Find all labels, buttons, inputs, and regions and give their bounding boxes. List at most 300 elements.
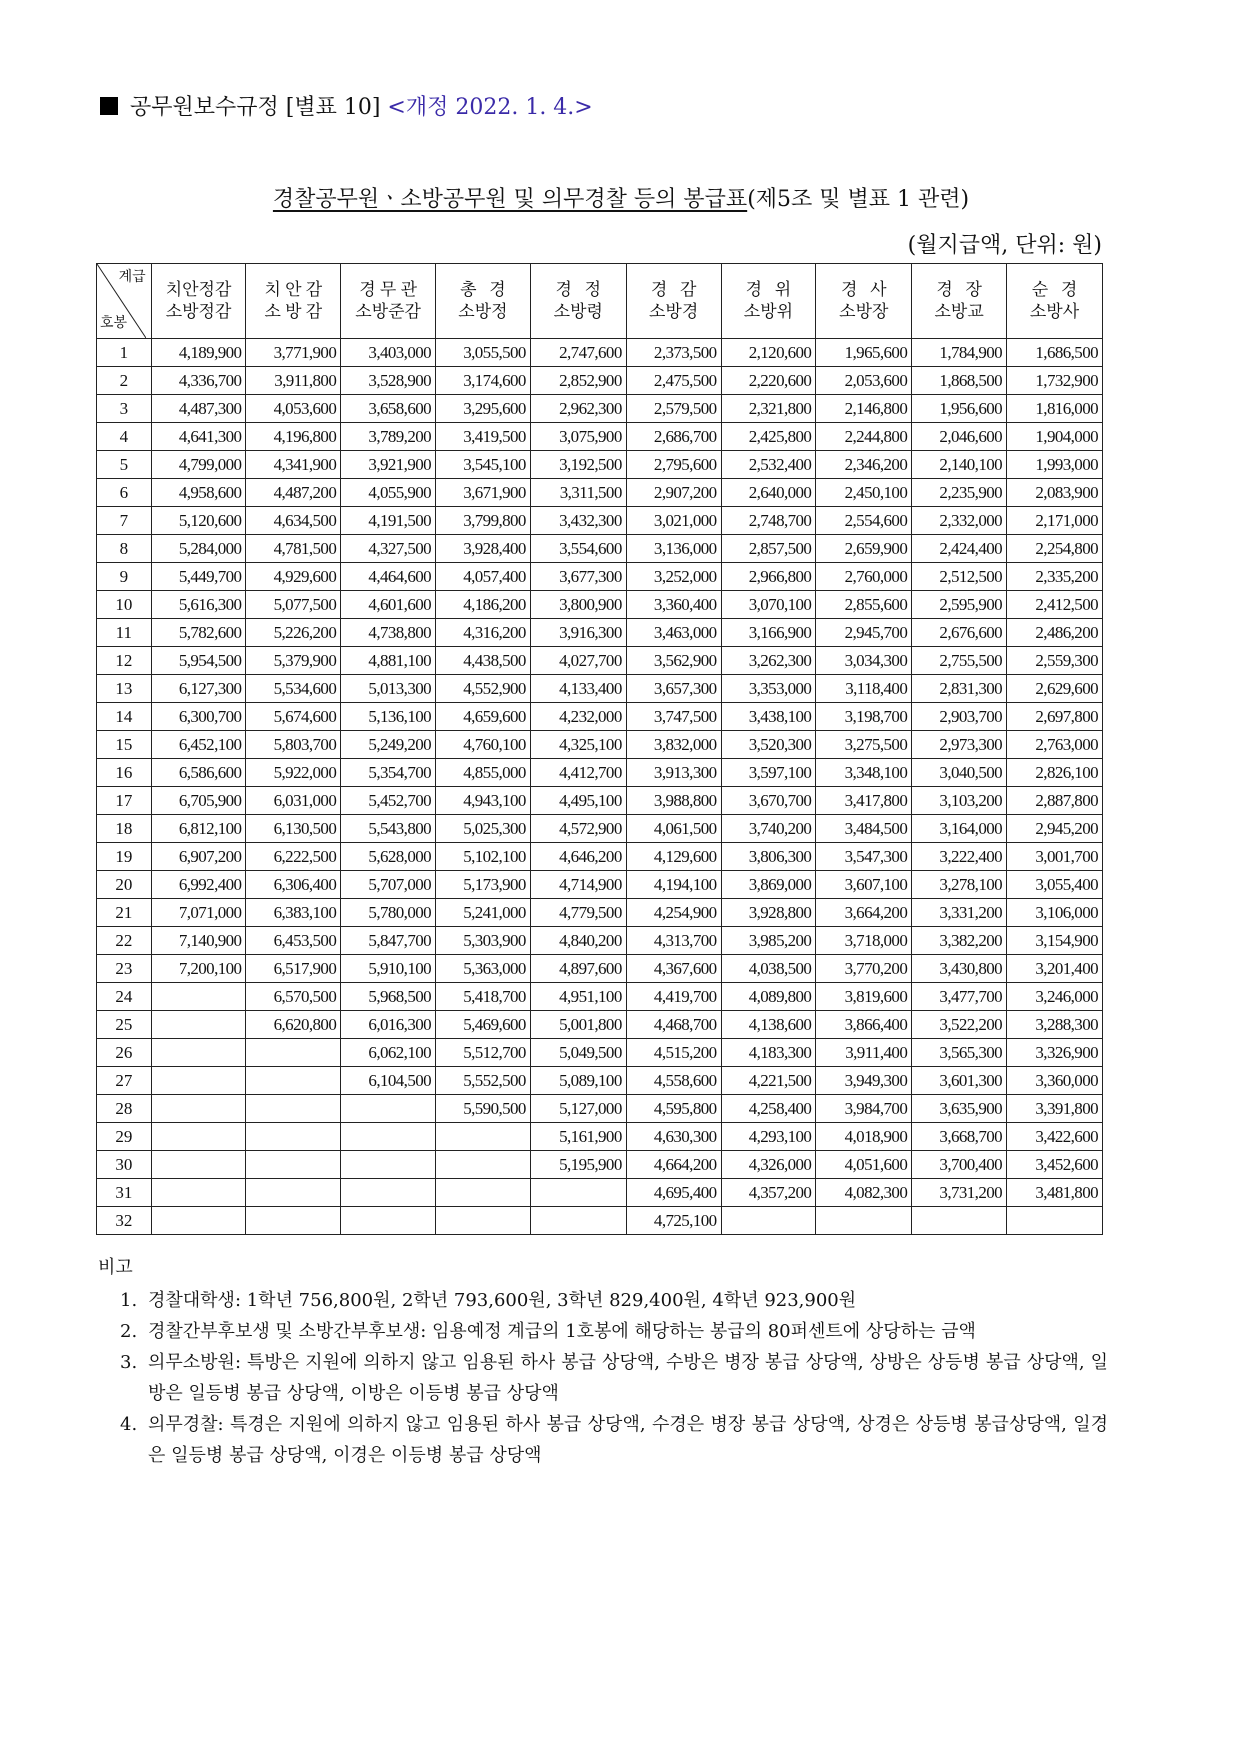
salary-cell: 3,252,000 (626, 563, 721, 591)
table-header-row (97, 264, 1103, 339)
table-row (97, 1151, 1103, 1179)
salary-cell: 2,332,000 (912, 507, 1007, 535)
salary-cell: 4,412,700 (530, 759, 626, 787)
column-header (816, 264, 912, 339)
table-row (97, 1123, 1103, 1151)
corner-header-cell (97, 264, 152, 339)
salary-cell: 4,725,100 (626, 1207, 721, 1235)
salary-cell: 2,831,300 (912, 675, 1007, 703)
step-cell: 6 (97, 479, 152, 507)
salary-cell: 3,771,900 (246, 339, 341, 367)
remark-item (120, 1285, 1108, 1316)
table-row (97, 395, 1103, 423)
salary-cell: 3,913,300 (626, 759, 721, 787)
table-row (97, 1179, 1103, 1207)
salary-cell (530, 1179, 626, 1207)
salary-cell: 5,195,900 (530, 1151, 626, 1179)
salary-cell: 3,070,100 (721, 591, 816, 619)
salary-cell: 2,748,700 (721, 507, 816, 535)
salary-cell: 3,911,800 (246, 367, 341, 395)
salary-cell: 5,780,000 (341, 899, 436, 927)
salary-cell: 4,341,900 (246, 451, 341, 479)
remarks-section (98, 1252, 1108, 1471)
salary-cell (816, 1207, 912, 1235)
salary-cell: 2,579,500 (626, 395, 721, 423)
table-row (97, 703, 1103, 731)
column-header (721, 264, 816, 339)
salary-cell: 3,528,900 (341, 367, 436, 395)
salary-cell: 3,664,200 (816, 899, 912, 927)
salary-cell (436, 1151, 531, 1179)
salary-cell: 2,346,200 (816, 451, 912, 479)
salary-cell: 2,254,800 (1007, 535, 1103, 563)
salary-cell: 3,198,700 (816, 703, 912, 731)
salary-cell: 3,545,100 (436, 451, 531, 479)
police-rank-label: 경 감 (650, 280, 697, 299)
column-header (1007, 264, 1103, 339)
step-cell: 24 (97, 983, 152, 1011)
salary-cell (151, 1067, 246, 1095)
salary-cell: 5,910,100 (341, 955, 436, 983)
salary-cell: 4,641,300 (151, 423, 246, 451)
salary-cell: 2,424,400 (912, 535, 1007, 563)
salary-cell (1007, 1207, 1103, 1235)
salary-cell: 1,965,600 (816, 339, 912, 367)
salary-cell: 2,966,800 (721, 563, 816, 591)
remark-text: 의무소방원: 특방은 지원에 의하지 않고 임용된 하사 봉급 상당액, 수방은 병장 봉급 상당액, 상방은 상등병 봉급 상당액, 일방은 일등병 봉급 상당액, 이방은 이등병 봉급 상당액 (148, 1352, 1108, 1404)
salary-cell: 3,452,600 (1007, 1151, 1103, 1179)
salary-cell: 4,515,200 (626, 1039, 721, 1067)
table-row (97, 1207, 1103, 1235)
police-rank-label: 치 안 감 (264, 280, 323, 299)
salary-cell: 3,718,000 (816, 927, 912, 955)
salary-cell: 3,658,600 (341, 395, 436, 423)
salary-cell: 2,512,500 (912, 563, 1007, 591)
salary-cell: 3,668,700 (912, 1123, 1007, 1151)
salary-cell: 3,348,100 (816, 759, 912, 787)
salary-cell: 3,430,800 (912, 955, 1007, 983)
salary-cell: 1,993,000 (1007, 451, 1103, 479)
police-rank-label: 경 위 (745, 280, 792, 299)
salary-cell: 5,543,800 (341, 815, 436, 843)
step-cell: 15 (97, 731, 152, 759)
salary-cell: 2,559,300 (1007, 647, 1103, 675)
table-row (97, 787, 1103, 815)
salary-cell (151, 1207, 246, 1235)
salary-cell: 2,760,000 (816, 563, 912, 591)
salary-cell: 4,018,900 (816, 1123, 912, 1151)
salary-cell (246, 1123, 341, 1151)
salary-cell: 6,104,500 (341, 1067, 436, 1095)
police-rank-label: 순 경 (1031, 280, 1078, 299)
step-cell: 7 (97, 507, 152, 535)
salary-cell: 2,855,600 (816, 591, 912, 619)
salary-cell: 4,258,400 (721, 1095, 816, 1123)
salary-cell: 5,590,500 (436, 1095, 531, 1123)
step-cell: 29 (97, 1123, 152, 1151)
salary-cell: 6,907,200 (151, 843, 246, 871)
salary-cell: 3,601,300 (912, 1067, 1007, 1095)
salary-cell: 5,628,000 (341, 843, 436, 871)
salary-cell: 3,657,300 (626, 675, 721, 703)
salary-cell: 4,191,500 (341, 507, 436, 535)
salary-cell: 6,016,300 (341, 1011, 436, 1039)
step-cell: 5 (97, 451, 152, 479)
salary-cell: 4,464,600 (341, 563, 436, 591)
salary-cell: 4,760,100 (436, 731, 531, 759)
salary-cell: 4,051,600 (816, 1151, 912, 1179)
salary-cell: 2,321,800 (721, 395, 816, 423)
salary-cell: 3,731,200 (912, 1179, 1007, 1207)
salary-cell: 5,102,100 (436, 843, 531, 871)
salary-cell: 6,992,400 (151, 871, 246, 899)
salary-cell: 4,194,100 (626, 871, 721, 899)
salary-cell: 1,956,600 (912, 395, 1007, 423)
salary-cell: 4,082,300 (816, 1179, 912, 1207)
table-row (97, 563, 1103, 591)
fire-rank-label: 소방교 (934, 302, 984, 321)
table-row (97, 479, 1103, 507)
salary-cell: 3,391,800 (1007, 1095, 1103, 1123)
step-cell: 14 (97, 703, 152, 731)
salary-cell: 2,532,400 (721, 451, 816, 479)
salary-cell: 4,951,100 (530, 983, 626, 1011)
step-cell: 4 (97, 423, 152, 451)
step-cell: 32 (97, 1207, 152, 1235)
salary-cell: 3,740,200 (721, 815, 816, 843)
step-cell: 31 (97, 1179, 152, 1207)
salary-cell (341, 1095, 436, 1123)
salary-cell: 2,973,300 (912, 731, 1007, 759)
fire-rank-label: 소방위 (743, 302, 794, 321)
salary-cell (341, 1207, 436, 1235)
salary-cell: 3,040,500 (912, 759, 1007, 787)
remark-number: 3. (120, 1352, 138, 1373)
remark-item (120, 1347, 1108, 1409)
salary-cell (151, 983, 246, 1011)
salary-cell (341, 1179, 436, 1207)
salary-cell: 4,487,200 (246, 479, 341, 507)
salary-cell: 4,738,800 (341, 619, 436, 647)
step-cell: 27 (97, 1067, 152, 1095)
column-header (626, 264, 721, 339)
salary-cell: 4,714,900 (530, 871, 626, 899)
amendment-date: <개정 2022. 1. 4.> (387, 95, 593, 120)
salary-cell: 3,635,900 (912, 1095, 1007, 1123)
remark-number: 1. (120, 1290, 138, 1311)
salary-cell: 3,477,700 (912, 983, 1007, 1011)
table-row (97, 899, 1103, 927)
salary-cell: 3,055,400 (1007, 871, 1103, 899)
salary-cell: 3,419,500 (436, 423, 531, 451)
salary-cell: 4,189,900 (151, 339, 246, 367)
page-title (0, 182, 1242, 213)
salary-cell: 3,422,600 (1007, 1123, 1103, 1151)
salary-cell: 2,887,800 (1007, 787, 1103, 815)
salary-cell (246, 1039, 341, 1067)
salary-cell: 3,360,400 (626, 591, 721, 619)
salary-cell: 5,127,000 (530, 1095, 626, 1123)
fire-rank-label: 소방사 (1029, 302, 1080, 321)
salary-cell: 3,988,800 (626, 787, 721, 815)
column-header (151, 264, 246, 339)
salary-cell: 3,911,400 (816, 1039, 912, 1067)
salary-cell: 2,146,800 (816, 395, 912, 423)
salary-cell: 5,303,900 (436, 927, 531, 955)
salary-cell: 3,520,300 (721, 731, 816, 759)
salary-cell: 4,316,200 (436, 619, 531, 647)
police-rank-label: 경 무 관 (359, 280, 418, 299)
salary-cell: 5,512,700 (436, 1039, 531, 1067)
salary-cell (246, 1067, 341, 1095)
step-cell: 21 (97, 899, 152, 927)
salary-cell: 5,782,600 (151, 619, 246, 647)
salary-cell: 4,325,100 (530, 731, 626, 759)
salary-cell: 2,450,100 (816, 479, 912, 507)
salary-cell: 3,055,500 (436, 339, 531, 367)
salary-cell: 4,468,700 (626, 1011, 721, 1039)
salary-cell: 4,943,100 (436, 787, 531, 815)
salary-cell: 3,921,900 (341, 451, 436, 479)
table-row (97, 423, 1103, 451)
salary-cell: 3,021,000 (626, 507, 721, 535)
salary-cell: 2,795,600 (626, 451, 721, 479)
step-cell: 3 (97, 395, 152, 423)
salary-cell: 4,133,400 (530, 675, 626, 703)
salary-cell: 6,586,600 (151, 759, 246, 787)
salary-cell: 4,840,200 (530, 927, 626, 955)
salary-cell: 2,747,600 (530, 339, 626, 367)
table-row (97, 591, 1103, 619)
salary-cell: 4,186,200 (436, 591, 531, 619)
salary-cell: 5,001,800 (530, 1011, 626, 1039)
salary-cell: 3,262,300 (721, 647, 816, 675)
salary-cell: 3,770,200 (816, 955, 912, 983)
salary-cell: 4,089,800 (721, 983, 816, 1011)
salary-cell (341, 1123, 436, 1151)
step-cell: 22 (97, 927, 152, 955)
salary-cell: 3,671,900 (436, 479, 531, 507)
salary-cell: 2,083,900 (1007, 479, 1103, 507)
salary-cell: 3,360,000 (1007, 1067, 1103, 1095)
remark-text: 경찰간부후보생 및 소방간부후보생: 임용예정 계급의 1호봉에 해당하는 봉급의 80퍼센트에 상당하는 금액 (148, 1321, 976, 1342)
salary-cell: 4,799,000 (151, 451, 246, 479)
salary-cell: 5,616,300 (151, 591, 246, 619)
salary-cell: 5,173,900 (436, 871, 531, 899)
remark-text: 의무경찰: 특경은 지원에 의하지 않고 임용된 하사 봉급 상당액, 수경은 병장 봉급 상당액, 상경은 상등병 봉급상당액, 일경은 일등병 봉급 상당액, 이경은 이등병 봉급 상당액 (148, 1414, 1108, 1466)
table-row (97, 1095, 1103, 1123)
step-cell: 1 (97, 339, 152, 367)
step-cell: 26 (97, 1039, 152, 1067)
salary-cell: 5,968,500 (341, 983, 436, 1011)
table-row (97, 339, 1103, 367)
police-rank-label: 경 사 (840, 280, 887, 299)
salary-cell: 2,962,300 (530, 395, 626, 423)
salary-cell: 5,049,500 (530, 1039, 626, 1067)
salary-cell: 5,954,500 (151, 647, 246, 675)
salary-cell: 2,945,700 (816, 619, 912, 647)
salary-cell: 1,784,900 (912, 339, 1007, 367)
table-row (97, 731, 1103, 759)
salary-cell: 4,367,600 (626, 955, 721, 983)
step-cell: 30 (97, 1151, 152, 1179)
salary-cell: 6,620,800 (246, 1011, 341, 1039)
salary-cell: 3,118,400 (816, 675, 912, 703)
salary-cell: 6,383,100 (246, 899, 341, 927)
step-cell: 11 (97, 619, 152, 647)
salary-cell (530, 1207, 626, 1235)
salary-cell: 4,664,200 (626, 1151, 721, 1179)
salary-cell: 3,916,300 (530, 619, 626, 647)
salary-cell: 4,630,300 (626, 1123, 721, 1151)
salary-cell (151, 1151, 246, 1179)
salary-cell: 4,781,500 (246, 535, 341, 563)
salary-cell: 4,929,600 (246, 563, 341, 591)
step-cell: 17 (97, 787, 152, 815)
salary-cell: 6,306,400 (246, 871, 341, 899)
salary-cell: 4,897,600 (530, 955, 626, 983)
step-cell: 10 (97, 591, 152, 619)
salary-cell: 5,363,000 (436, 955, 531, 983)
salary-cell: 6,517,900 (246, 955, 341, 983)
salary-cell: 4,601,600 (341, 591, 436, 619)
salary-cell: 2,659,900 (816, 535, 912, 563)
table-row (97, 507, 1103, 535)
salary-cell: 2,120,600 (721, 339, 816, 367)
salary-cell: 3,928,800 (721, 899, 816, 927)
salary-cell: 5,674,600 (246, 703, 341, 731)
salary-cell (721, 1207, 816, 1235)
salary-table (96, 263, 1103, 1235)
column-header (912, 264, 1007, 339)
salary-cell: 4,646,200 (530, 843, 626, 871)
salary-cell: 3,484,500 (816, 815, 912, 843)
salary-cell: 6,062,100 (341, 1039, 436, 1067)
salary-cell (246, 1207, 341, 1235)
title-main: 경찰공무원ㆍ소방공무원 및 의무경찰 등의 봉급표 (272, 187, 748, 212)
salary-cell: 5,707,000 (341, 871, 436, 899)
step-cell: 2 (97, 367, 152, 395)
salary-cell (151, 1095, 246, 1123)
salary-cell: 5,249,200 (341, 731, 436, 759)
salary-cell: 4,595,800 (626, 1095, 721, 1123)
salary-cell: 4,055,900 (341, 479, 436, 507)
fire-rank-label: 소방정감 (165, 302, 232, 321)
salary-cell: 5,077,500 (246, 591, 341, 619)
salary-cell: 3,832,000 (626, 731, 721, 759)
salary-cell: 3,275,500 (816, 731, 912, 759)
salary-cell: 5,136,100 (341, 703, 436, 731)
salary-cell: 4,038,500 (721, 955, 816, 983)
salary-cell: 2,763,000 (1007, 731, 1103, 759)
salary-cell: 3,106,000 (1007, 899, 1103, 927)
salary-cell (912, 1207, 1007, 1235)
salary-cell: 3,288,300 (1007, 1011, 1103, 1039)
salary-cell: 4,057,400 (436, 563, 531, 591)
table-row (97, 1011, 1103, 1039)
salary-cell: 3,174,600 (436, 367, 531, 395)
salary-cell: 4,659,600 (436, 703, 531, 731)
salary-cell: 5,379,900 (246, 647, 341, 675)
salary-cell: 4,313,700 (626, 927, 721, 955)
fire-rank-label: 소 방 감 (264, 302, 323, 321)
salary-cell: 5,847,700 (341, 927, 436, 955)
salary-cell: 2,220,600 (721, 367, 816, 395)
salary-cell: 3,928,400 (436, 535, 531, 563)
step-cell: 16 (97, 759, 152, 787)
salary-cell: 6,300,700 (151, 703, 246, 731)
salary-cell: 5,354,700 (341, 759, 436, 787)
salary-cell: 6,031,000 (246, 787, 341, 815)
salary-cell: 3,547,300 (816, 843, 912, 871)
salary-cell: 3,192,500 (530, 451, 626, 479)
remark-item (120, 1316, 1108, 1347)
salary-cell: 3,164,000 (912, 815, 1007, 843)
salary-cell: 2,640,000 (721, 479, 816, 507)
salary-cell (246, 1151, 341, 1179)
salary-cell (436, 1179, 531, 1207)
salary-cell: 2,335,200 (1007, 563, 1103, 591)
salary-cell: 6,127,300 (151, 675, 246, 703)
salary-cell: 5,120,600 (151, 507, 246, 535)
salary-cell: 2,903,700 (912, 703, 1007, 731)
salary-cell: 3,869,000 (721, 871, 816, 899)
salary-cell: 5,161,900 (530, 1123, 626, 1151)
salary-cell: 3,278,100 (912, 871, 1007, 899)
salary-cell: 4,327,500 (341, 535, 436, 563)
salary-cell: 3,481,800 (1007, 1179, 1103, 1207)
step-cell: 18 (97, 815, 152, 843)
salary-cell: 5,922,000 (246, 759, 341, 787)
step-cell: 19 (97, 843, 152, 871)
salary-cell: 3,331,200 (912, 899, 1007, 927)
salary-cell: 4,053,600 (246, 395, 341, 423)
salary-cell: 2,373,500 (626, 339, 721, 367)
salary-cell: 3,819,600 (816, 983, 912, 1011)
salary-cell: 3,607,100 (816, 871, 912, 899)
salary-cell: 3,154,900 (1007, 927, 1103, 955)
salary-cell (151, 1039, 246, 1067)
salary-cell (151, 1179, 246, 1207)
salary-cell: 3,311,500 (530, 479, 626, 507)
salary-cell: 3,382,200 (912, 927, 1007, 955)
step-cell: 20 (97, 871, 152, 899)
salary-cell: 2,554,600 (816, 507, 912, 535)
unit-note: (월지급액, 단위: 원) (907, 233, 1102, 258)
salary-cell: 6,570,500 (246, 983, 341, 1011)
remark-number: 2. (120, 1321, 138, 1342)
title-suffix: (제5조 및 별표 1 관련) (747, 187, 970, 212)
salary-cell: 4,254,900 (626, 899, 721, 927)
table-row (97, 675, 1103, 703)
salary-cell: 4,438,500 (436, 647, 531, 675)
column-header (530, 264, 626, 339)
salary-cell: 2,676,600 (912, 619, 1007, 647)
salary-cell: 3,166,900 (721, 619, 816, 647)
salary-cell: 2,629,600 (1007, 675, 1103, 703)
salary-cell: 4,634,500 (246, 507, 341, 535)
table-row (97, 619, 1103, 647)
salary-cell: 4,695,400 (626, 1179, 721, 1207)
table-row (97, 843, 1103, 871)
salary-cell: 3,789,200 (341, 423, 436, 451)
salary-cell: 5,089,100 (530, 1067, 626, 1095)
salary-cell: 6,222,500 (246, 843, 341, 871)
fire-rank-label: 소방준감 (355, 302, 421, 321)
salary-cell: 3,562,900 (626, 647, 721, 675)
remarks-title: 비고 (98, 1257, 133, 1278)
salary-cell: 3,806,300 (721, 843, 816, 871)
